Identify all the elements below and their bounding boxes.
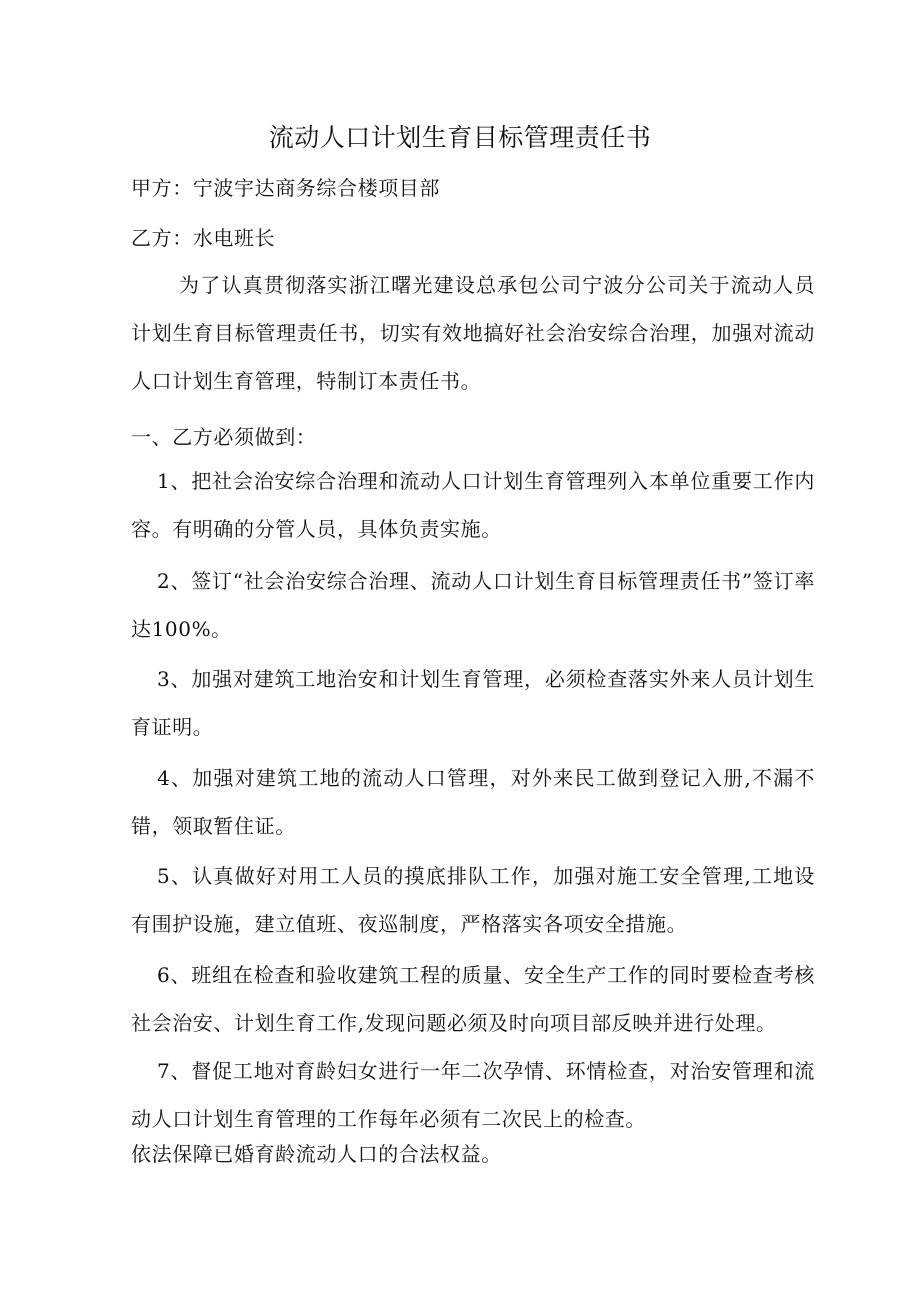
party-b: 乙方：水电班长 <box>131 226 276 250</box>
item-6: 6、班组在检查和验收建筑工程的质量、安全生产工作的同时要检查考核社会治安、计划生育工作,发现问题必须及时向项目部反映并进行处理。 <box>131 963 815 1035</box>
item-3: 3、加强对建筑工地治安和计划生育管理，必须检查落实外来人员计划生育证明。 <box>131 667 815 739</box>
closing-line: 依法保障已婚育龄流动人口的合法权益。 <box>131 1142 502 1166</box>
item-4: 4、加强对建筑工地的流动人口管理，对外来民工做到登记入册,不漏不错，领取暂住证。 <box>131 766 815 838</box>
party-a: 甲方：宁波宇达商务综合楼项目部 <box>131 176 440 200</box>
section-one-heading: 一、乙方必须做到： <box>131 425 317 449</box>
intro-paragraph: 为了认真贯彻落实浙江曙光建设总承包公司宁波分公司关于流动人员计划生育目标管理责任书，切实有效地搞好社会治安综合治理，加强对流动人口计划生育管理，特制订本责任书。 <box>131 273 815 393</box>
item-7: 7、督促工地对育龄妇女进行一年二次孕情、环情检查，对治安管理和流动人口计划生育管理的工作每年必须有二次民上的检查。 <box>131 1059 815 1131</box>
item-5: 5、认真做好对用工人员的摸底排队工作，加强对施工安全管理,工地设有围护设施，建立值班、夜巡制度，严格落实各项安全措施。 <box>131 864 815 936</box>
item-2: 2、签订“社会治安综合治理、流动人口计划生育目标管理责任书”签订率达100%。 <box>131 569 815 641</box>
item-1: 1、把社会治安综合治理和流动人口计划生育管理列入本单位重要工作内容。有明确的分管人员，具体负责实施。 <box>131 469 815 541</box>
document-title: 流动人口计划生育目标管理责任书 <box>268 123 652 152</box>
